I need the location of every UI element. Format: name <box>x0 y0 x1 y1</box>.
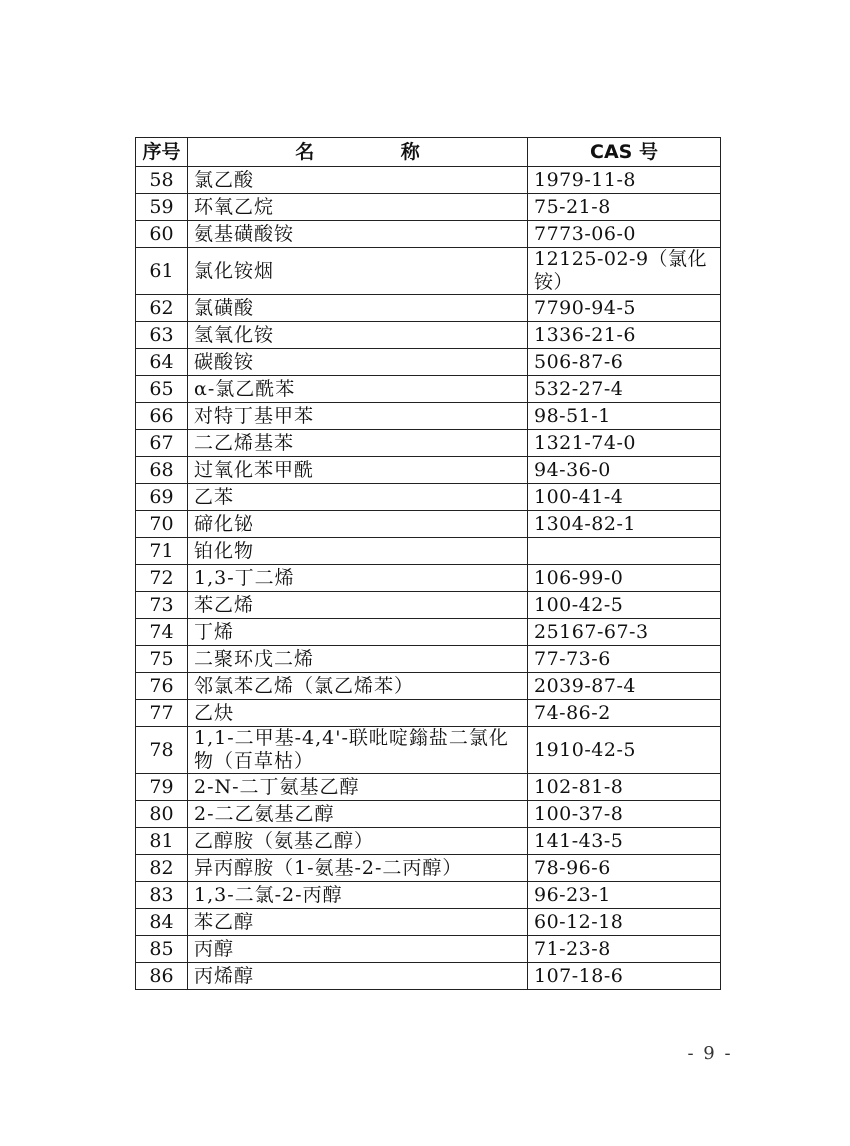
table-row <box>136 828 721 855</box>
cell-name: 丙醇 <box>188 936 528 963</box>
cell-name: 铂化物 <box>188 538 528 565</box>
cell-cas-number: 106-99-0 <box>528 565 721 592</box>
cell-serial-number: 80 <box>136 801 188 828</box>
cell-serial-number: 83 <box>136 882 188 909</box>
cell-cas-number <box>528 538 721 565</box>
cell-serial-number: 62 <box>136 295 188 322</box>
cell-serial-number: 63 <box>136 322 188 349</box>
cell-name: 碲化铋 <box>188 511 528 538</box>
cell-cas-number: 141-43-5 <box>528 828 721 855</box>
cell-serial-number: 84 <box>136 909 188 936</box>
cell-name: 邻氯苯乙烯（氯乙烯苯） <box>188 673 528 700</box>
table-row <box>136 801 721 828</box>
cell-name: 异丙醇胺（1-氨基-2-二丙醇） <box>188 855 528 882</box>
cell-name: 丁烯 <box>188 619 528 646</box>
cell-serial-number: 67 <box>136 430 188 457</box>
cell-name: 氨基磺酸铵 <box>188 221 528 248</box>
cell-name: 丙烯醇 <box>188 963 528 990</box>
cell-serial-number: 71 <box>136 538 188 565</box>
cell-name: 二乙烯基苯 <box>188 430 528 457</box>
table-row <box>136 592 721 619</box>
table-row <box>136 457 721 484</box>
cell-serial-number: 75 <box>136 646 188 673</box>
table-row <box>136 700 721 727</box>
table-row <box>136 565 721 592</box>
table-row <box>136 322 721 349</box>
cell-cas-number: 1336-21-6 <box>528 322 721 349</box>
cell-name: 1,3-二氯-2-丙醇 <box>188 882 528 909</box>
table-row <box>136 511 721 538</box>
cell-serial-number: 72 <box>136 565 188 592</box>
cell-serial-number: 69 <box>136 484 188 511</box>
cell-cas-number: 77-73-6 <box>528 646 721 673</box>
cell-cas-number: 100-42-5 <box>528 592 721 619</box>
cell-cas-number: 78-96-6 <box>528 855 721 882</box>
table-row <box>136 248 721 295</box>
cell-cas-number: 1321-74-0 <box>528 430 721 457</box>
cell-serial-number: 68 <box>136 457 188 484</box>
table-row <box>136 376 721 403</box>
cell-name: α-氯乙酰苯 <box>188 376 528 403</box>
table-header-row <box>136 138 721 167</box>
cell-name: 氯化铵烟 <box>188 248 528 295</box>
cell-name: 乙醇胺（氨基乙醇） <box>188 828 528 855</box>
cell-cas-number: 71-23-8 <box>528 936 721 963</box>
chemical-table <box>135 137 721 990</box>
page-number: - 9 - <box>687 1043 733 1064</box>
cell-serial-number: 60 <box>136 221 188 248</box>
cell-name: 碳酸铵 <box>188 349 528 376</box>
table-row <box>136 349 721 376</box>
table-row <box>136 221 721 248</box>
cell-name: 2-N-二丁氨基乙醇 <box>188 774 528 801</box>
cell-name: 1,1-二甲基-4,4'-联吡啶鎓盐二氯化物（百草枯） <box>188 727 528 774</box>
cell-cas-number: 75-21-8 <box>528 194 721 221</box>
cell-name: 1,3-丁二烯 <box>188 565 528 592</box>
table-row <box>136 194 721 221</box>
table-row <box>136 673 721 700</box>
cell-cas-number: 100-41-4 <box>528 484 721 511</box>
cell-serial-number: 58 <box>136 167 188 194</box>
header-cas-number: CAS 号 <box>528 138 721 167</box>
cell-cas-number: 532-27-4 <box>528 376 721 403</box>
cell-serial-number: 86 <box>136 963 188 990</box>
cell-cas-number: 7773-06-0 <box>528 221 721 248</box>
table-row <box>136 484 721 511</box>
cell-cas-number: 1304-82-1 <box>528 511 721 538</box>
table-row <box>136 855 721 882</box>
cell-name: 氢氧化铵 <box>188 322 528 349</box>
cell-cas-number: 107-18-6 <box>528 963 721 990</box>
table-row <box>136 727 721 774</box>
cell-serial-number: 65 <box>136 376 188 403</box>
cell-serial-number: 85 <box>136 936 188 963</box>
cell-serial-number: 81 <box>136 828 188 855</box>
cell-serial-number: 70 <box>136 511 188 538</box>
header-name: 名 称 <box>188 138 528 167</box>
cell-name: 苯乙醇 <box>188 909 528 936</box>
table-row <box>136 936 721 963</box>
cell-serial-number: 59 <box>136 194 188 221</box>
table-row <box>136 882 721 909</box>
table-row <box>136 774 721 801</box>
table-row <box>136 167 721 194</box>
table-row <box>136 430 721 457</box>
table-row <box>136 295 721 322</box>
cell-serial-number: 64 <box>136 349 188 376</box>
cell-name: 二聚环戊二烯 <box>188 646 528 673</box>
cell-cas-number: 1910-42-5 <box>528 727 721 774</box>
cell-cas-number: 98-51-1 <box>528 403 721 430</box>
cell-serial-number: 73 <box>136 592 188 619</box>
table-row <box>136 963 721 990</box>
cell-name: 2-二乙氨基乙醇 <box>188 801 528 828</box>
cell-serial-number: 82 <box>136 855 188 882</box>
header-serial-number: 序号 <box>136 138 188 167</box>
cell-cas-number: 60-12-18 <box>528 909 721 936</box>
cell-serial-number: 74 <box>136 619 188 646</box>
cell-cas-number: 12125-02-9（氯化铵） <box>528 248 721 295</box>
cell-name: 氯乙酸 <box>188 167 528 194</box>
table-row <box>136 538 721 565</box>
cell-name: 对特丁基甲苯 <box>188 403 528 430</box>
table-body <box>136 167 721 990</box>
cell-cas-number: 7790-94-5 <box>528 295 721 322</box>
cell-name: 乙苯 <box>188 484 528 511</box>
cell-name: 环氧乙烷 <box>188 194 528 221</box>
cell-cas-number: 74-86-2 <box>528 700 721 727</box>
cell-name: 乙炔 <box>188 700 528 727</box>
cell-serial-number: 79 <box>136 774 188 801</box>
cell-serial-number: 76 <box>136 673 188 700</box>
table-row <box>136 619 721 646</box>
cell-serial-number: 77 <box>136 700 188 727</box>
cell-cas-number: 506-87-6 <box>528 349 721 376</box>
cell-name: 氯磺酸 <box>188 295 528 322</box>
cell-cas-number: 102-81-8 <box>528 774 721 801</box>
cell-name: 苯乙烯 <box>188 592 528 619</box>
cell-serial-number: 66 <box>136 403 188 430</box>
table-row <box>136 646 721 673</box>
cell-cas-number: 96-23-1 <box>528 882 721 909</box>
table-row <box>136 403 721 430</box>
cell-cas-number: 94-36-0 <box>528 457 721 484</box>
table-row <box>136 909 721 936</box>
cell-name: 过氧化苯甲酰 <box>188 457 528 484</box>
cell-cas-number: 25167-67-3 <box>528 619 721 646</box>
cell-serial-number: 61 <box>136 248 188 295</box>
cell-cas-number: 100-37-8 <box>528 801 721 828</box>
cell-serial-number: 78 <box>136 727 188 774</box>
cell-cas-number: 2039-87-4 <box>528 673 721 700</box>
cell-cas-number: 1979-11-8 <box>528 167 721 194</box>
